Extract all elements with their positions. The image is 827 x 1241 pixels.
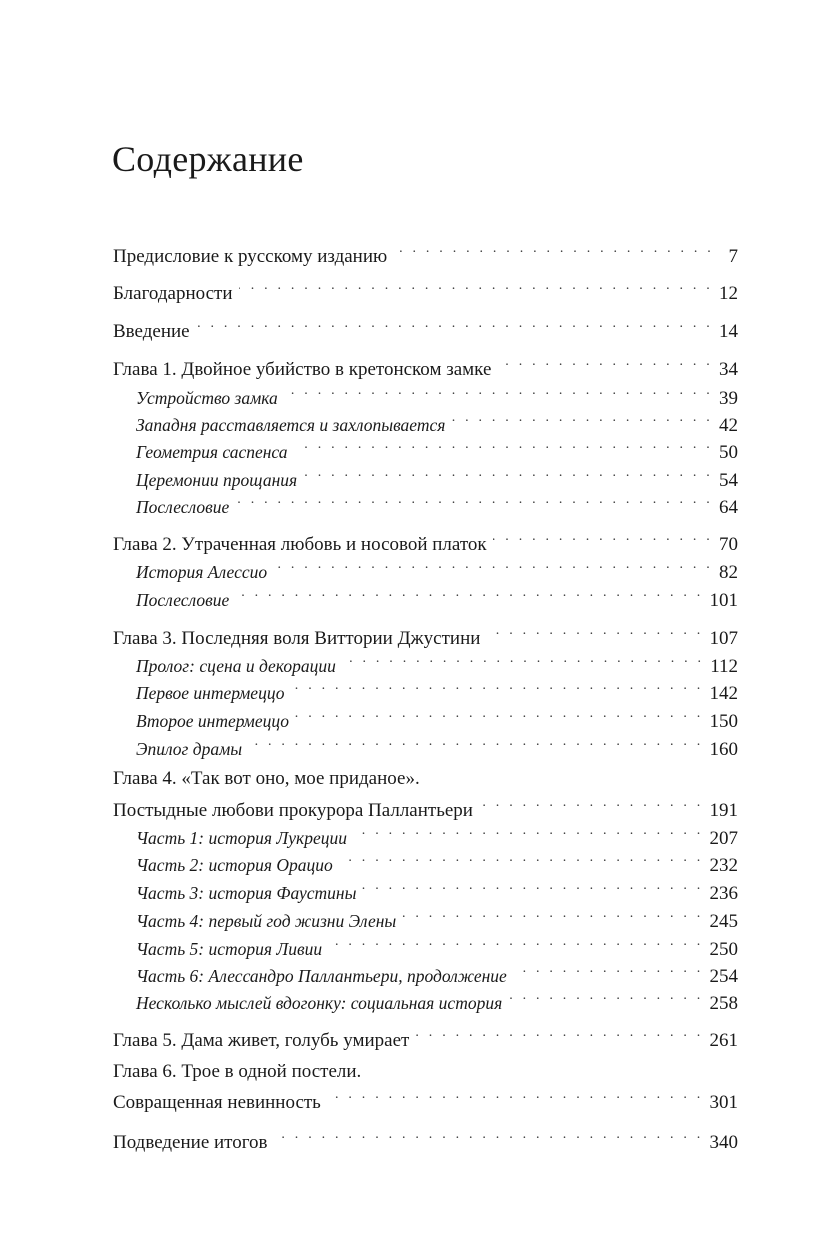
dot-leader: [402, 901, 703, 927]
toc-subentry[interactable]: [136, 405, 738, 436]
toc-entry-page: 250: [709, 939, 738, 960]
toc-subentry[interactable]: [136, 487, 738, 518]
toc-entry-page: 70: [719, 534, 738, 555]
toc-subentry[interactable]: [136, 432, 738, 463]
dot-leader: [342, 646, 704, 672]
toc-entry-title: Часть 3: история Фаустины: [136, 883, 357, 903]
toc-entry-page: 236: [709, 883, 738, 904]
toc-entry-page: 142: [709, 683, 738, 704]
dot-leader: [235, 580, 703, 606]
toc-entry-page: 54: [719, 470, 738, 491]
toc-entry-title: Геометрия саспенса: [136, 442, 288, 462]
dot-leader: [235, 487, 713, 513]
toc-entry-title: Послесловие: [136, 497, 230, 517]
toc-entry-page: 7: [728, 246, 738, 267]
toc-entry-line[interactable]: Глава 4. «Так вот оно, мое приданое».: [113, 768, 420, 789]
dot-leader: [239, 273, 714, 299]
toc-subentry[interactable]: [136, 460, 738, 491]
toc-subentry[interactable]: [136, 729, 738, 760]
toc-entry-page: 160: [709, 739, 738, 760]
dot-leader: [284, 378, 713, 404]
toc-entry[interactable]: [113, 524, 738, 555]
toc-entry[interactable]: [113, 1122, 738, 1153]
dot-leader: [415, 1020, 703, 1046]
dot-leader: [513, 956, 704, 982]
dot-leader: [273, 552, 713, 578]
toc-entry-title: Часть 1: история Лукреции: [136, 828, 347, 848]
toc-entry-page: 107: [709, 628, 738, 649]
toc-subentry[interactable]: [136, 552, 738, 583]
dot-leader: [294, 432, 713, 458]
toc-entry-page: 12: [719, 283, 738, 304]
toc-entry-title: Глава 3. Последняя воля Виттории Джустини: [113, 628, 481, 649]
toc-entry-title: Предисловие к русскому изданию: [113, 246, 388, 267]
toc-entry-title: Благодарности: [113, 283, 233, 304]
dot-leader: [486, 618, 703, 644]
toc-entry-title: Постыдные любови прокурора Паллантьери: [113, 800, 473, 821]
dot-leader: [328, 929, 703, 955]
toc-entry-line[interactable]: Глава 6. Трое в одной постели.: [113, 1061, 362, 1082]
toc-entry[interactable]: [113, 311, 738, 342]
toc-entry-title: Несколько мыслей вдогонку: социальная история: [136, 993, 503, 1013]
dot-leader: [451, 405, 713, 431]
toc-entry-page: 232: [709, 855, 738, 876]
toc-entry-title: Часть 5: история Ливии: [136, 939, 323, 959]
dot-leader: [327, 1082, 704, 1108]
toc-entry[interactable]: [113, 790, 738, 821]
toc-entry-page: 14: [719, 321, 738, 342]
toc-entry-page: 258: [709, 993, 738, 1014]
toc-entry-title: Послесловие: [136, 590, 230, 610]
toc-entry-title: Пролог: сцена и декорации: [136, 656, 336, 676]
toc-subentry[interactable]: [136, 818, 738, 849]
toc-entry-title: Введение: [113, 321, 190, 342]
toc-entry-title: Эпилог драмы: [136, 739, 243, 759]
toc-entry-title: Часть 4: первый год жизни Элены: [136, 911, 397, 931]
dot-leader: [479, 790, 704, 816]
toc-subentry[interactable]: [136, 673, 738, 704]
toc-entry-title: Церемонии прощания: [136, 470, 298, 490]
toc-entry-page: 82: [719, 562, 738, 583]
toc-entry-title: Глава 5. Дама живет, голубь умирает: [113, 1030, 410, 1051]
dot-leader: [393, 236, 714, 262]
toc-entry-title: История Алессио: [136, 562, 268, 582]
toc-entry-title: Часть 6: Алессандро Паллантьери, продолжение: [136, 966, 507, 986]
dot-leader: [291, 673, 704, 699]
toc-entry-title: Глава 1. Двойное убийство в кретонском замке: [113, 359, 492, 380]
toc-subentry[interactable]: [136, 580, 738, 611]
toc-entry[interactable]: [113, 618, 738, 649]
toc-entry-title: Первое интермеццо: [136, 683, 285, 703]
toc-entry-title: Глава 2. Утраченная любовь и носовой платок: [113, 534, 487, 555]
dot-leader: [353, 818, 704, 844]
dot-leader: [196, 311, 713, 337]
toc-entry[interactable]: [113, 349, 738, 380]
toc-entry-page: 207: [709, 828, 738, 849]
toc-entry-title: Устройство замка: [136, 388, 278, 408]
dot-leader: [303, 460, 713, 486]
dot-leader: [274, 1122, 704, 1148]
toc-entry[interactable]: [113, 273, 738, 304]
toc-entry-page: 39: [719, 388, 738, 409]
toc-subentry[interactable]: [136, 901, 738, 932]
toc-entry[interactable]: [113, 1082, 738, 1113]
toc-entry-title: Западня расставляется и захлопывается: [136, 415, 446, 435]
toc-entry-page: 261: [709, 1030, 738, 1051]
toc-entry-page: 254: [709, 966, 738, 987]
toc-entry-page: 42: [719, 415, 738, 436]
dot-leader: [339, 845, 704, 871]
toc-entry-page: 245: [709, 911, 738, 932]
toc-entry[interactable]: [113, 1020, 738, 1051]
dot-leader: [497, 349, 713, 375]
toc-subentry[interactable]: [136, 929, 738, 960]
toc-subentry[interactable]: [136, 845, 738, 876]
toc-entry-page: 112: [710, 656, 738, 677]
toc-entry-page: 340: [709, 1132, 738, 1153]
toc-entry-title: Совращенная невинность: [113, 1092, 321, 1113]
toc-entry-page: 101: [709, 590, 738, 611]
toc-subentry[interactable]: [136, 873, 738, 904]
toc-subentry[interactable]: [136, 983, 738, 1014]
dot-leader: [362, 873, 703, 899]
toc-entry-title: Второе интермеццо: [136, 711, 290, 731]
dot-leader: [493, 524, 713, 550]
toc-entry-page: 50: [719, 442, 738, 463]
toc-entry[interactable]: [113, 236, 738, 267]
dot-leader: [248, 729, 703, 755]
toc-entry-page: 34: [719, 359, 738, 380]
toc-entry-page: 150: [709, 711, 738, 732]
toc-entry-title: Часть 2: история Орацио: [136, 855, 333, 875]
toc-subentry[interactable]: [136, 956, 738, 987]
toc-entry-page: 301: [709, 1092, 738, 1113]
dot-leader: [295, 701, 703, 727]
toc-entry-title: Подведение итогов: [113, 1132, 268, 1153]
page-title: Содержание: [112, 139, 304, 179]
toc-subentry[interactable]: [136, 701, 738, 732]
toc-subentry[interactable]: [136, 646, 738, 677]
dot-leader: [508, 983, 703, 1009]
toc-entry-page: 64: [719, 497, 738, 518]
toc-subentry[interactable]: [136, 378, 738, 409]
toc-entry-page: 191: [709, 800, 738, 821]
